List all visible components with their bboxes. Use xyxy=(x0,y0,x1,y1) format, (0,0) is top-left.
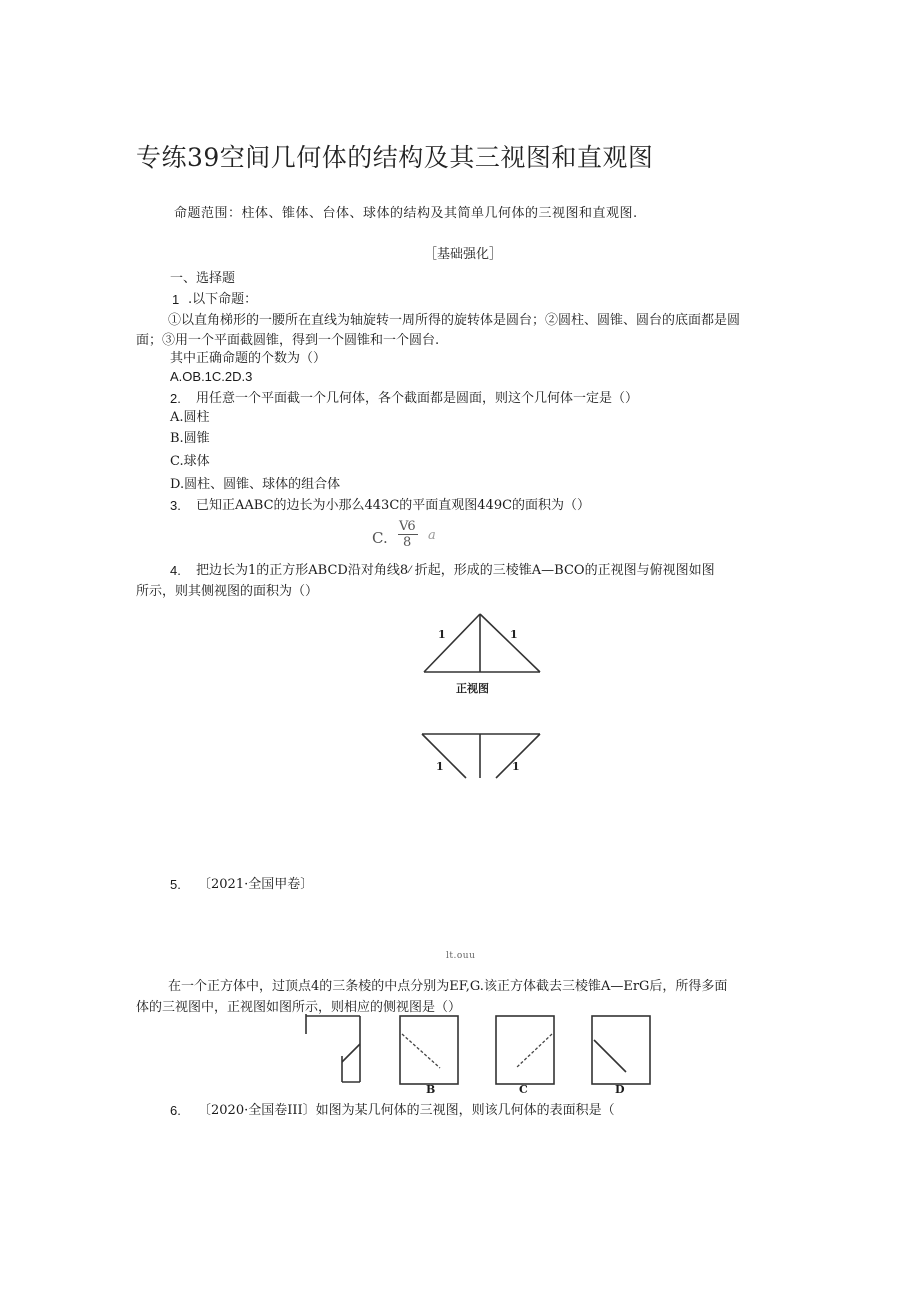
q4-stem-part1: 把边长为1的正方形ABCD沿对角线8 xyxy=(196,563,409,578)
top-view-left-diagonal xyxy=(422,734,466,778)
q1-stem: .以下命题： xyxy=(188,292,258,307)
q2-number: 2. xyxy=(170,391,181,406)
q5-line1: 在一个正方体中，过顶点4的三条棱的中点分别为EF,G.该正方体截去三棱锥A—ErG后，所得多面 xyxy=(168,979,728,994)
q4-stem xyxy=(196,563,715,579)
q3-option-c-numerator: V6 xyxy=(399,519,415,534)
q5-choice-b-figure[interactable] xyxy=(398,1014,466,1094)
top-view-edge-label-right: 1 xyxy=(512,760,520,773)
q3-option-c-denominator: 8 xyxy=(403,535,412,550)
q5-number: 5. xyxy=(170,877,181,892)
q6-number: 6. xyxy=(170,1103,181,1118)
q5-choice-c-figure[interactable] xyxy=(494,1014,562,1094)
q3-number: 3. xyxy=(170,498,181,513)
q5-choice-d-label: D xyxy=(615,1083,625,1096)
q1-line1: ①以直角梯形的一腰所在直线为轴旋转一周所得的旋转体是圆台；②圆柱、圆锥、圆台的底面都是圆 xyxy=(168,313,741,328)
q4-stem-glyph: ⁄ xyxy=(409,565,411,576)
q1-line3: 其中正确命题的个数为（） xyxy=(170,351,327,366)
q5-caption-fragment: lt.ouu xyxy=(446,951,476,961)
q6-stem: 〔2020·全国卷III〕如图为某几何体的三视图，则该几何体的表面积是（ xyxy=(198,1103,615,1118)
q4-stem-part2: 折起，形成的三棱锥A—BCO的正视图与俯视图如图 xyxy=(414,563,715,578)
q4-front-view-figure xyxy=(418,612,548,702)
q3-stem: 已知正AABC的边长为小那么443C的平面直观图449C的面积为（） xyxy=(196,498,591,513)
q2-stem: 用任意一个平面截一个几何体，各个截面都是圆面，则这个几何体一定是（） xyxy=(196,391,639,406)
q5-choice-d-figure[interactable] xyxy=(590,1014,658,1094)
q5-line2: 体的三视图中，正视图如图所示，则相应的侧视图是（） xyxy=(136,1000,462,1015)
scope-text: 命题范围：柱体、锥体、台体、球体的结构及其简单几何体的三视图和直观图. xyxy=(174,206,638,221)
top-view-edge-label-left: 1 xyxy=(436,760,444,773)
q4-top-view-figure xyxy=(418,728,548,783)
front-view-right-edge xyxy=(480,614,540,672)
q2-option-b: B.圆锥 xyxy=(170,431,210,446)
q3-option-c-image xyxy=(372,519,442,552)
q1-number: 1 xyxy=(172,292,180,307)
section-tag: ［基础强化］ xyxy=(424,247,503,262)
q1-line2: 面；③用一个平面截圆锥，得到一个圆锥和一个圆台. xyxy=(136,333,440,348)
q2-option-c: C.球体 xyxy=(170,454,210,469)
front-view-caption: 正视图 xyxy=(456,682,489,695)
q2-option-a: A.圆柱 xyxy=(170,410,210,425)
q4-line2: 所示，则其侧视图的面积为（） xyxy=(136,584,319,599)
q2-option-d: D.圆柱、圆锥、球体的组合体 xyxy=(170,477,341,492)
front-view-left-edge xyxy=(424,614,480,672)
q4-number: 4. xyxy=(170,563,181,578)
q5-choice-b-label: B xyxy=(426,1083,436,1096)
section-heading: 一、选择题 xyxy=(170,271,236,286)
page-title: 专练39空间几何体的结构及其三视图和直观图 xyxy=(136,143,654,172)
front-view-edge-label-left: 1 xyxy=(438,628,446,641)
front-view-edge-label-right: 1 xyxy=(510,628,518,641)
q3-option-c-tail: a xyxy=(428,528,436,543)
q5-choice-a-figure xyxy=(300,1014,370,1094)
q3-option-c-label: C. xyxy=(372,529,388,547)
q1-options: A.OB.1C.2D.3 xyxy=(170,369,253,384)
q5-choice-c-label: C xyxy=(519,1083,528,1096)
q5-source: 〔2021·全国甲卷〕 xyxy=(198,877,314,892)
